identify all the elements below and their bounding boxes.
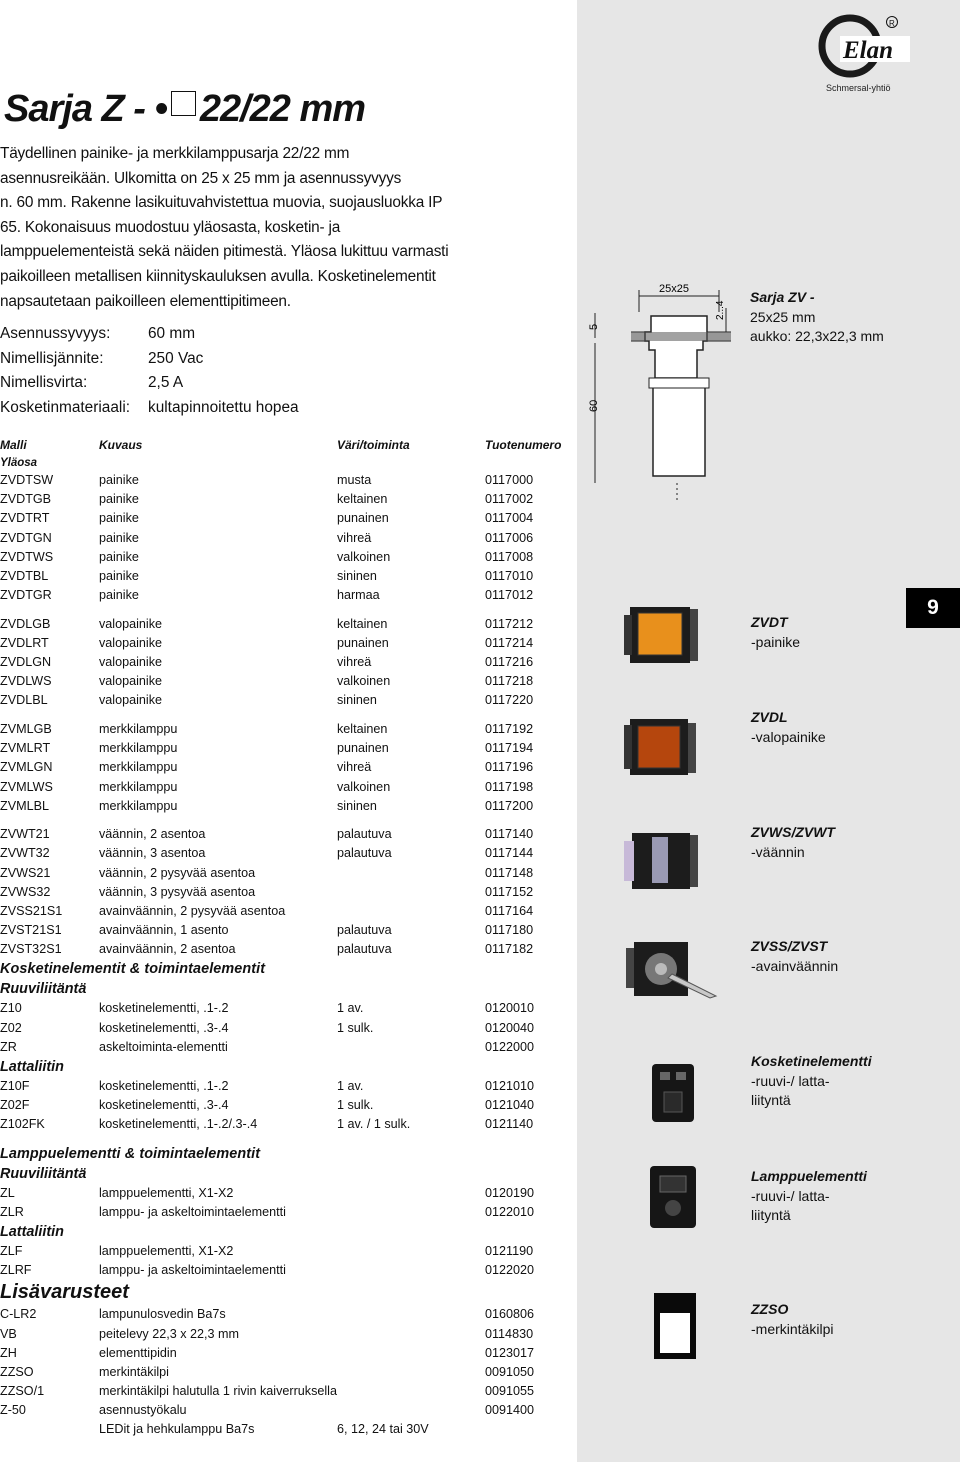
cell-c3: punainen bbox=[336, 511, 389, 526]
cell-c1: ZVWS21 bbox=[0, 865, 51, 880]
product-label-zvss: ZVSS/ZVST -avainväännin bbox=[751, 938, 839, 974]
spec-row: Nimellisvirta: 2,5 A bbox=[0, 374, 184, 391]
table-row bbox=[0, 1096, 585, 1115]
table-row bbox=[0, 615, 585, 634]
section-heading-row: Lattaliitin bbox=[0, 1224, 64, 1241]
cell-c1: Z02 bbox=[0, 1020, 22, 1035]
cell-c1: Z-50 bbox=[0, 1403, 26, 1418]
table-row bbox=[0, 902, 585, 921]
zvdt-pushbutton-image bbox=[624, 603, 724, 665]
section-heading-row: Lamppuelementti & toimintaelementit bbox=[0, 1145, 261, 1162]
cell-c3: keltainen bbox=[336, 492, 388, 507]
cell-c4: 0091400 bbox=[484, 1403, 535, 1418]
cell-c3: valkoinen bbox=[336, 674, 391, 689]
table-row bbox=[0, 509, 585, 528]
cell-c1: ZVDTGR bbox=[0, 588, 52, 603]
cell-c1: ZLF bbox=[0, 1244, 23, 1259]
cell-c4: 0117196 bbox=[484, 760, 534, 775]
cell-c2: painike bbox=[99, 511, 139, 526]
cell-c1: ZR bbox=[0, 1039, 17, 1054]
zzso-label-plate-image bbox=[624, 1287, 724, 1367]
cell-c1: ZVSS21S1 bbox=[0, 903, 63, 918]
table-row bbox=[0, 999, 585, 1018]
cell-c2: lamppuelementti, X1-X2 bbox=[99, 1185, 234, 1200]
cell-c2: asennustyökalu bbox=[99, 1403, 187, 1418]
cell-c3: vihreä bbox=[336, 655, 372, 670]
cell-c3 bbox=[337, 864, 485, 883]
cell-c1: ZVWT21 bbox=[0, 827, 50, 842]
cell-c1: ZVDTGN bbox=[0, 530, 52, 545]
cell-c2: väännin, 3 pysyvää asentoa bbox=[99, 884, 256, 899]
cell-c4: 0117002 bbox=[484, 492, 534, 507]
product-label-lamp-element: Lamppuelementti -ruuvi-/ latta- liityntä bbox=[751, 1168, 867, 1223]
cell-c4: 0117152 bbox=[484, 884, 534, 899]
cell-c1: ZLR bbox=[0, 1205, 24, 1219]
cell-c4: 0117182 bbox=[484, 942, 534, 957]
bullet-icon: • bbox=[154, 88, 167, 130]
cell-c1: ZLRF bbox=[0, 1263, 32, 1278]
logo-text: Elan bbox=[843, 37, 894, 64]
cell-c4: 0114830 bbox=[484, 1326, 534, 1341]
cell-c1: ZVDLWS bbox=[0, 674, 52, 689]
cell-c2: merkkilamppu bbox=[99, 722, 178, 737]
zvdl-illuminated-button-image bbox=[624, 715, 724, 777]
cell-c2: valopainike bbox=[99, 655, 163, 670]
spec-list bbox=[0, 322, 299, 420]
cell-c4: 0120010 bbox=[484, 1001, 535, 1016]
table-row bbox=[0, 548, 585, 567]
cell-c4: 0117010 bbox=[484, 568, 534, 583]
cell-c3 bbox=[337, 1242, 485, 1261]
cell-c2: lamppu- ja askeltoimintaelementti bbox=[99, 1263, 286, 1278]
cell-c1: C-LR2 bbox=[0, 1307, 37, 1322]
product-label-zvdl: ZVDL -valopainike bbox=[751, 709, 826, 745]
cell-c1: ZVST32S1 bbox=[0, 942, 62, 957]
dim-depth-label: 60 bbox=[588, 399, 600, 412]
section-heading-row: Lattaliitin bbox=[0, 1058, 64, 1075]
spec-row: Asennussyvyys: 60 mm bbox=[0, 325, 196, 342]
spacer-row bbox=[0, 816, 585, 826]
cell-c4: 0122010 bbox=[484, 1205, 535, 1219]
dim-top-label: 5 bbox=[588, 323, 600, 330]
cell-c1: ZVST21S1 bbox=[0, 923, 62, 938]
cell-c1: ZVWT32 bbox=[0, 846, 50, 861]
cell-c1: ZVDLRT bbox=[0, 635, 49, 650]
logo-subtitle: Schmersal-yhtiö bbox=[826, 83, 891, 93]
cell-c3 bbox=[337, 1401, 485, 1420]
cell-c3: 1 sulk. bbox=[336, 1098, 374, 1113]
cell-c3 bbox=[337, 1261, 485, 1280]
table-row bbox=[0, 1261, 585, 1280]
cell-c4: 0117164 bbox=[484, 903, 534, 918]
cell-c2: kosketinelementti, .1-.2 bbox=[99, 1001, 229, 1016]
table-row bbox=[0, 864, 585, 883]
cell-c3 bbox=[337, 1344, 485, 1363]
cell-c3: harmaa bbox=[336, 588, 380, 603]
cell-c4: 0117192 bbox=[484, 722, 534, 737]
cell-c2: painike bbox=[99, 588, 139, 603]
cell-c4: 0117000 bbox=[484, 473, 534, 488]
table-row bbox=[0, 883, 585, 902]
table-row bbox=[0, 1019, 585, 1038]
cell-c4: 0117180 bbox=[484, 923, 534, 938]
lamp-element-image bbox=[624, 1162, 724, 1232]
cell-c2: väännin, 2 pysyvää asentoa bbox=[99, 865, 256, 880]
contact-element-image bbox=[624, 1058, 724, 1128]
cell-c1: ZVDTBL bbox=[0, 568, 49, 583]
cell-c2: kosketinelementti, .1-.2 bbox=[99, 1078, 229, 1093]
cell-c3 bbox=[337, 1038, 485, 1057]
cell-c2: painike bbox=[99, 492, 139, 507]
cell-c3: 1 av. bbox=[336, 1001, 364, 1016]
table-row bbox=[0, 1325, 585, 1344]
table-row bbox=[0, 1401, 585, 1420]
table-row bbox=[0, 691, 585, 710]
cell-c4: 0122000 bbox=[484, 1039, 535, 1054]
cell-c3: valkoinen bbox=[336, 549, 391, 564]
cell-c3 bbox=[337, 1184, 485, 1203]
table-row bbox=[0, 653, 585, 672]
cell-c1: ZVDLGN bbox=[0, 655, 52, 670]
product-label-zvws: ZVWS/ZVWT -väännin bbox=[751, 824, 835, 860]
cell-c1: ZVDTRT bbox=[0, 511, 50, 526]
cell-c3: palautuva bbox=[336, 942, 392, 957]
cell-c1: ZVDLBL bbox=[0, 693, 48, 708]
table-row bbox=[0, 720, 585, 739]
spacer-row bbox=[0, 711, 585, 721]
cell-c3: punainen bbox=[336, 741, 389, 756]
table-row bbox=[0, 778, 585, 797]
cell-c1: ZVDLGB bbox=[0, 616, 51, 631]
cell-c4: 0117214 bbox=[484, 635, 534, 650]
cell-c2: merkkilamppu bbox=[99, 760, 178, 775]
cell-c4: 0121190 bbox=[484, 1244, 534, 1259]
zvws-selector-switch-image bbox=[624, 829, 724, 891]
section-heading-row: Lisävarusteet bbox=[0, 1281, 129, 1304]
cell-c1: ZZSO bbox=[0, 1364, 34, 1379]
cell-c3: 1 av. / 1 sulk. bbox=[336, 1117, 411, 1132]
section-heading-row: Ruuviliitäntä bbox=[0, 1165, 87, 1182]
cell-c2: painike bbox=[99, 568, 139, 583]
cell-c2: lamppuelementti, X1-X2 bbox=[99, 1244, 234, 1259]
cell-c3: keltainen bbox=[336, 722, 388, 737]
spacer-row bbox=[0, 605, 585, 615]
cell-c4: 0117148 bbox=[484, 865, 534, 880]
cell-c1: VB bbox=[0, 1326, 17, 1341]
zvss-key-switch-image bbox=[624, 938, 724, 1000]
cell-c1: ZVMLBL bbox=[0, 798, 49, 813]
table-row bbox=[0, 758, 585, 777]
cell-c2: väännin, 2 asentoa bbox=[99, 827, 206, 842]
cell-c1: Z02F bbox=[0, 1098, 30, 1113]
cell-c4: 0121040 bbox=[484, 1098, 535, 1113]
table-header-row: Malli Kuvaus Väri/toiminta Tuotenumero bbox=[0, 438, 562, 452]
table-row bbox=[0, 529, 585, 548]
cell-c2: valopainike bbox=[99, 616, 163, 631]
table-row bbox=[0, 1382, 585, 1401]
cell-c3 bbox=[337, 1363, 485, 1382]
section-heading-row: Kosketinelementit & toimintaelementit bbox=[0, 961, 266, 978]
cell-c2: merkintäkilpi halutulla 1 rivin kaiverruksella bbox=[99, 1384, 337, 1399]
cell-c3 bbox=[337, 1305, 485, 1324]
table-row bbox=[0, 567, 585, 586]
cell-c3: valkoinen bbox=[336, 779, 391, 794]
cell-c3 bbox=[337, 1382, 485, 1401]
cell-c4: 0121010 bbox=[484, 1078, 535, 1093]
table-row bbox=[0, 1242, 585, 1261]
cell-c3: palautuva bbox=[336, 923, 392, 938]
cell-c4: 0117220 bbox=[484, 693, 534, 708]
cell-c4: 0120040 bbox=[484, 1020, 535, 1035]
cell-c3: 1 sulk. bbox=[336, 1020, 374, 1035]
table-row bbox=[0, 672, 585, 691]
cell-c2: avainväännin, 1 asento bbox=[99, 923, 229, 938]
section-heading-row: Ruuviliitäntä bbox=[0, 981, 87, 998]
table-row bbox=[0, 1184, 585, 1203]
cell-c4: 0117144 bbox=[484, 846, 534, 861]
cell-c4: 0122020 bbox=[484, 1263, 535, 1278]
cell-c1: ZVMLGB bbox=[0, 722, 52, 737]
cell-c1: ZL bbox=[0, 1185, 15, 1200]
table-row bbox=[0, 940, 585, 959]
cell-c2: LEDit ja hehkulamppu Ba7s bbox=[99, 1422, 255, 1437]
table-row bbox=[0, 921, 585, 940]
cell-c1: ZVMLRT bbox=[0, 741, 51, 756]
cell-c1: ZVDTWS bbox=[0, 549, 54, 564]
cell-c1: ZZSO/1 bbox=[0, 1384, 45, 1399]
cell-c2: askeltoiminta-elementti bbox=[99, 1039, 228, 1054]
cell-c1: ZVDTGB bbox=[0, 492, 52, 507]
table-row bbox=[0, 844, 585, 863]
cell-c2: valopainike bbox=[99, 693, 163, 708]
cell-c4 bbox=[485, 1420, 585, 1439]
cell-c4: 0117216 bbox=[484, 655, 534, 670]
cell-c3 bbox=[337, 1203, 485, 1222]
cell-c2: avainväännin, 2 pysyvää asentoa bbox=[99, 903, 286, 918]
cell-c2: elementtipidin bbox=[99, 1345, 177, 1360]
cell-c3: palautuva bbox=[336, 827, 392, 842]
cell-c3: vihreä bbox=[336, 760, 372, 775]
table-row bbox=[0, 471, 585, 490]
cell-c3: musta bbox=[336, 473, 372, 488]
table-row bbox=[0, 739, 585, 758]
cell-c2: kosketinelementti, .1-.2/.3-.4 bbox=[99, 1117, 258, 1132]
cell-c3 bbox=[337, 1325, 485, 1344]
cell-c2: kosketinelementti, .3-.4 bbox=[99, 1098, 229, 1113]
cell-c4: 0117012 bbox=[484, 588, 534, 603]
cell-c1: Z10F bbox=[0, 1078, 30, 1093]
cell-c2: väännin, 3 asentoa bbox=[99, 846, 206, 861]
cell-c4: 0117006 bbox=[484, 530, 534, 545]
cell-c3: vihreä bbox=[336, 530, 372, 545]
cell-c2: peitelevy 22,3 x 22,3 mm bbox=[99, 1326, 240, 1341]
cell-c4: 0160806 bbox=[484, 1307, 535, 1322]
cell-c4: 0123017 bbox=[484, 1345, 535, 1360]
table-row bbox=[0, 634, 585, 653]
cell-c2: painike bbox=[99, 549, 139, 564]
cell-c1: Z102FK bbox=[0, 1117, 45, 1132]
table-row bbox=[0, 1038, 585, 1057]
subsection-row: Yläosa bbox=[0, 457, 38, 470]
cell-c4: 0117004 bbox=[484, 511, 534, 526]
cell-c3: sininen bbox=[336, 798, 377, 813]
cell-c3 bbox=[337, 902, 485, 921]
dimension-diagram bbox=[583, 278, 733, 518]
cell-c3: 1 av. bbox=[336, 1078, 364, 1093]
cell-c3: sininen bbox=[336, 568, 377, 583]
svg-text:R: R bbox=[889, 19, 895, 28]
spec-row: Nimellisjännite: 250 Vac bbox=[0, 349, 204, 367]
cell-c2: merkintäkilpi bbox=[99, 1364, 169, 1379]
cell-c4: 0091055 bbox=[484, 1384, 535, 1399]
cell-c1: ZVMLGN bbox=[0, 760, 53, 775]
cell-c2: merkkilamppu bbox=[99, 741, 178, 756]
cell-c3: punainen bbox=[336, 635, 389, 650]
table-row bbox=[0, 586, 585, 605]
cell-c2: lampunulosvedin Ba7s bbox=[99, 1307, 226, 1322]
cell-c4: 0117140 bbox=[484, 827, 534, 842]
cell-c2: valopainike bbox=[99, 635, 163, 650]
cell-c1: ZH bbox=[0, 1345, 17, 1360]
table-row bbox=[0, 1344, 585, 1363]
cell-c2: merkkilamppu bbox=[99, 798, 178, 813]
cell-c2: painike bbox=[99, 530, 139, 545]
cell-c4: 0117200 bbox=[484, 798, 534, 813]
cell-c1: Z10 bbox=[0, 1001, 22, 1016]
cell-c1: ZVDTSW bbox=[0, 473, 54, 488]
elan-logo bbox=[810, 12, 920, 92]
cell-c2: valopainike bbox=[99, 674, 163, 689]
cell-c3: sininen bbox=[336, 693, 377, 708]
table-row bbox=[0, 1305, 585, 1324]
intro-text: Täydellinen painike- ja merkkilamppusarja 22/22 mm asennusreikään. Ulkomitta on 25 x 25 mm ja asennussyvyys n. 60 mm. Rakenne lasikuituvahvistettua muovia, suojausluokka IP 65. Kokonaisuus muodostuu yläosasta, kosketin- ja lamppuelementeistä sekä näiden pitimestä. Yläosa lukittuu varmasti paikoilleen metallisen kiinnityskauluksen avulla. Kosketinelementit napsautetaan paikoilleen elementtipitimeen. bbox=[0, 145, 449, 310]
table-row bbox=[0, 1077, 585, 1096]
cell-c4: 0117008 bbox=[484, 549, 534, 564]
page-title: Sarja Z - • 22/22 mm bbox=[4, 88, 366, 130]
table-row bbox=[0, 797, 585, 816]
cell-c2: kosketinelementti, .3-.4 bbox=[99, 1020, 229, 1035]
square-icon bbox=[171, 91, 196, 116]
zv-info: Sarja ZV - 25x25 mm aukko: 22,3x22,3 mm bbox=[750, 289, 884, 344]
table-row bbox=[0, 825, 585, 844]
page-number-tab: 9 bbox=[906, 588, 960, 628]
cell-c3: 6, 12, 24 tai 30V bbox=[336, 1422, 429, 1437]
spec-row: Kosketinmateriaali: kultapinnoitettu hopea bbox=[0, 398, 299, 416]
cell-c4: 0117218 bbox=[484, 674, 534, 689]
cell-c4: 0117194 bbox=[484, 741, 534, 756]
cell-c4: 0091050 bbox=[484, 1364, 535, 1379]
cell-c2: lamppu- ja askeltoimintaelementti bbox=[99, 1205, 286, 1219]
spacer-row bbox=[0, 1134, 585, 1144]
table-row bbox=[0, 1363, 585, 1382]
table-row bbox=[0, 1115, 585, 1134]
cell-c4: 0121140 bbox=[484, 1117, 534, 1132]
dim-width-label: 25x25 bbox=[659, 283, 689, 295]
cell-c2: painike bbox=[99, 473, 139, 488]
cell-c1 bbox=[0, 1420, 99, 1439]
cell-c4: 0117212 bbox=[484, 616, 534, 631]
dim-thickness-label: 2...4 bbox=[715, 300, 726, 320]
product-label-contact-element: Kosketinelementti -ruuvi-/ latta- liityntä bbox=[751, 1053, 872, 1108]
cell-c4: 0117198 bbox=[484, 779, 534, 794]
cell-c1: ZVMLWS bbox=[0, 779, 53, 794]
cell-c3: keltainen bbox=[336, 616, 388, 631]
table-row bbox=[0, 1203, 585, 1222]
cell-c4: 0120190 bbox=[484, 1185, 535, 1200]
product-label-zzso: ZZSO -merkintäkilpi bbox=[751, 1301, 834, 1337]
cell-c2: merkkilamppu bbox=[99, 779, 178, 794]
product-table bbox=[0, 436, 585, 1440]
cell-c3 bbox=[337, 883, 485, 902]
product-label-zvdt: ZVDT -painike bbox=[751, 614, 801, 650]
table-row bbox=[0, 1420, 585, 1439]
table-row bbox=[0, 490, 585, 509]
cell-c2: avainväännin, 2 asentoa bbox=[99, 942, 236, 957]
cell-c1: ZVWS32 bbox=[0, 884, 51, 899]
cell-c3: palautuva bbox=[336, 846, 392, 861]
